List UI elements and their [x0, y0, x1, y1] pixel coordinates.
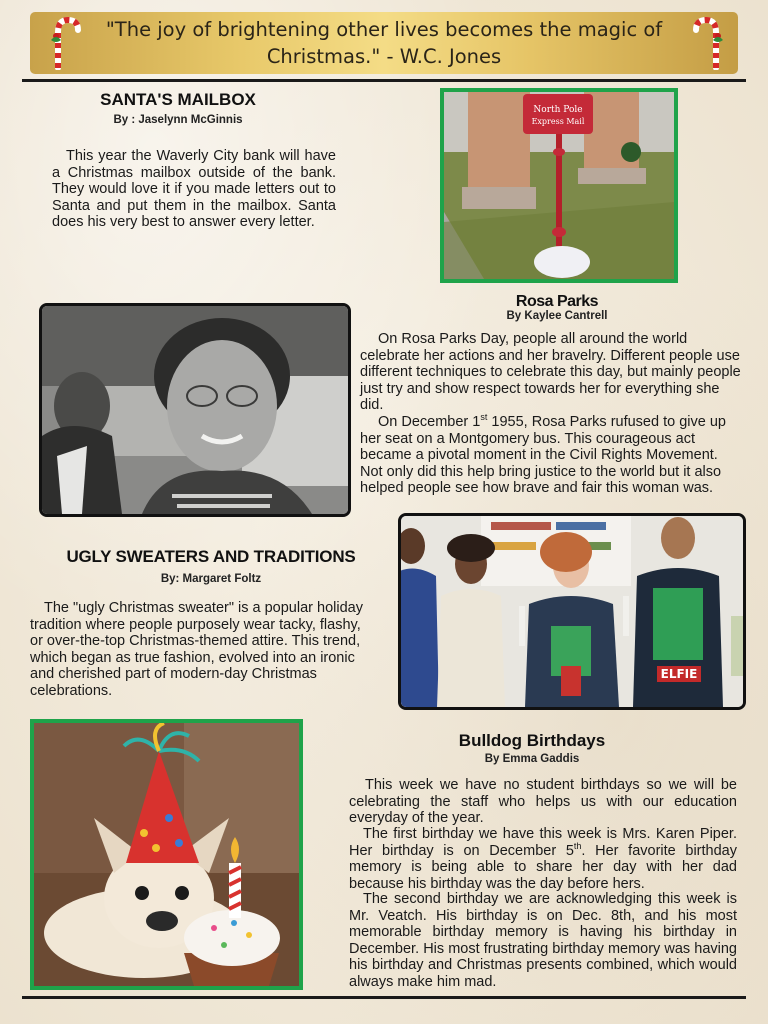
candy-cane-icon — [48, 14, 82, 70]
rosa-byline: By Kaylee Cantrell — [506, 310, 608, 322]
mailbox-photo — [440, 88, 678, 283]
rosa-title: Rosa Parks — [515, 293, 599, 310]
bulldog-para-1: This week we have no student birthdays so we will be celebrating the staff who helps us with our education everyday of the year. — [349, 777, 737, 826]
ugly-sweater-photo — [398, 513, 746, 710]
sweater-text: ELFIE — [660, 667, 698, 681]
rosa-para-2 — [360, 414, 744, 497]
svg-text:Express Mail: Express Mail — [531, 117, 585, 126]
quote-banner — [30, 12, 738, 74]
mailbox-photo-art — [444, 92, 674, 279]
bulldog-title: Bulldog Birthdays — [458, 731, 606, 750]
santa-body: This year the Waverly City bank will have a Christmas mailbox outside of the bank. They would love it if you made letters out to Santa and put them in the mailbox. Santa does his very best to answer every letter. — [52, 148, 336, 230]
quote-text: "The joy of brightening other lives becomes the magic of Christmas." - W.C. Jones — [105, 18, 663, 68]
rosa-parks-photo-art — [42, 306, 348, 514]
sweaters-title: UGLY SWEATERS AND TRADITIONS — [66, 547, 356, 566]
bulldog-photo-art — [34, 723, 299, 986]
ugly-sweater-photo-art — [401, 516, 743, 707]
bulldog-para-2 — [349, 826, 737, 892]
rosa-para-2-start: On December 1 — [378, 414, 481, 430]
mailbox-sign-text: North Pole — [533, 105, 583, 115]
bulldog-para-2-end: . Her favorite birthday memory is being able to share her day with her dad because his birthday was the day before hers. — [349, 842, 737, 892]
bulldog-photo — [30, 719, 303, 990]
candy-cane-icon — [692, 14, 726, 70]
top-divider — [22, 79, 746, 82]
bulldog-para-3: The second birthday we are acknowledging this week is Mr. Veatch. His birthday is on Dec. 8th, and his most memorable birthday memory is having his birthday in December. His most frustrating birthday memory was having his birthday and Christmas presents combined, which would always make him mad. — [349, 891, 737, 990]
sweaters-body: The "ugly Christmas sweater" is a popular holiday tradition where people purposely wear tacky, flashy, or over-the-top Christmas-themed attire. This trend, which began as true fashion, evolved into an ironic and cherished part of modern-day Christmas celebrations. — [30, 600, 363, 699]
bulldog-date-suffix: th — [573, 840, 582, 851]
rosa-date-suffix: st — [480, 412, 488, 423]
rosa-parks-photo — [39, 303, 351, 517]
bottom-divider — [22, 996, 746, 999]
rosa-para-1: On Rosa Parks Day, people all around the world celebrate her actions and her bravelry. Different people use different techniques to celebrate this day, but mainly people just try and show respect towards her for everything she did. — [360, 331, 741, 413]
rosa-para-2-end: 1955, Rosa Parks rufused to give up her seat on a Montgomery bus. This courageous act became a pivotal moment in the Civil Rights Movement. Not only did this help bring justice to the world but it also helped people see how brave and fair this woman was. — [360, 414, 726, 496]
santa-byline: By : Jaselynn McGinnis — [113, 114, 243, 126]
santa-title: SANTA'S MAILBOX — [100, 90, 256, 109]
bulldog-byline: By Emma Gaddis — [484, 753, 580, 765]
bulldog-para-2-start: The first birthday we have this week is Mrs. Karen Piper. Her birthday is on December 5 — [349, 826, 737, 859]
sweaters-byline: By: Margaret Foltz — [160, 573, 262, 585]
